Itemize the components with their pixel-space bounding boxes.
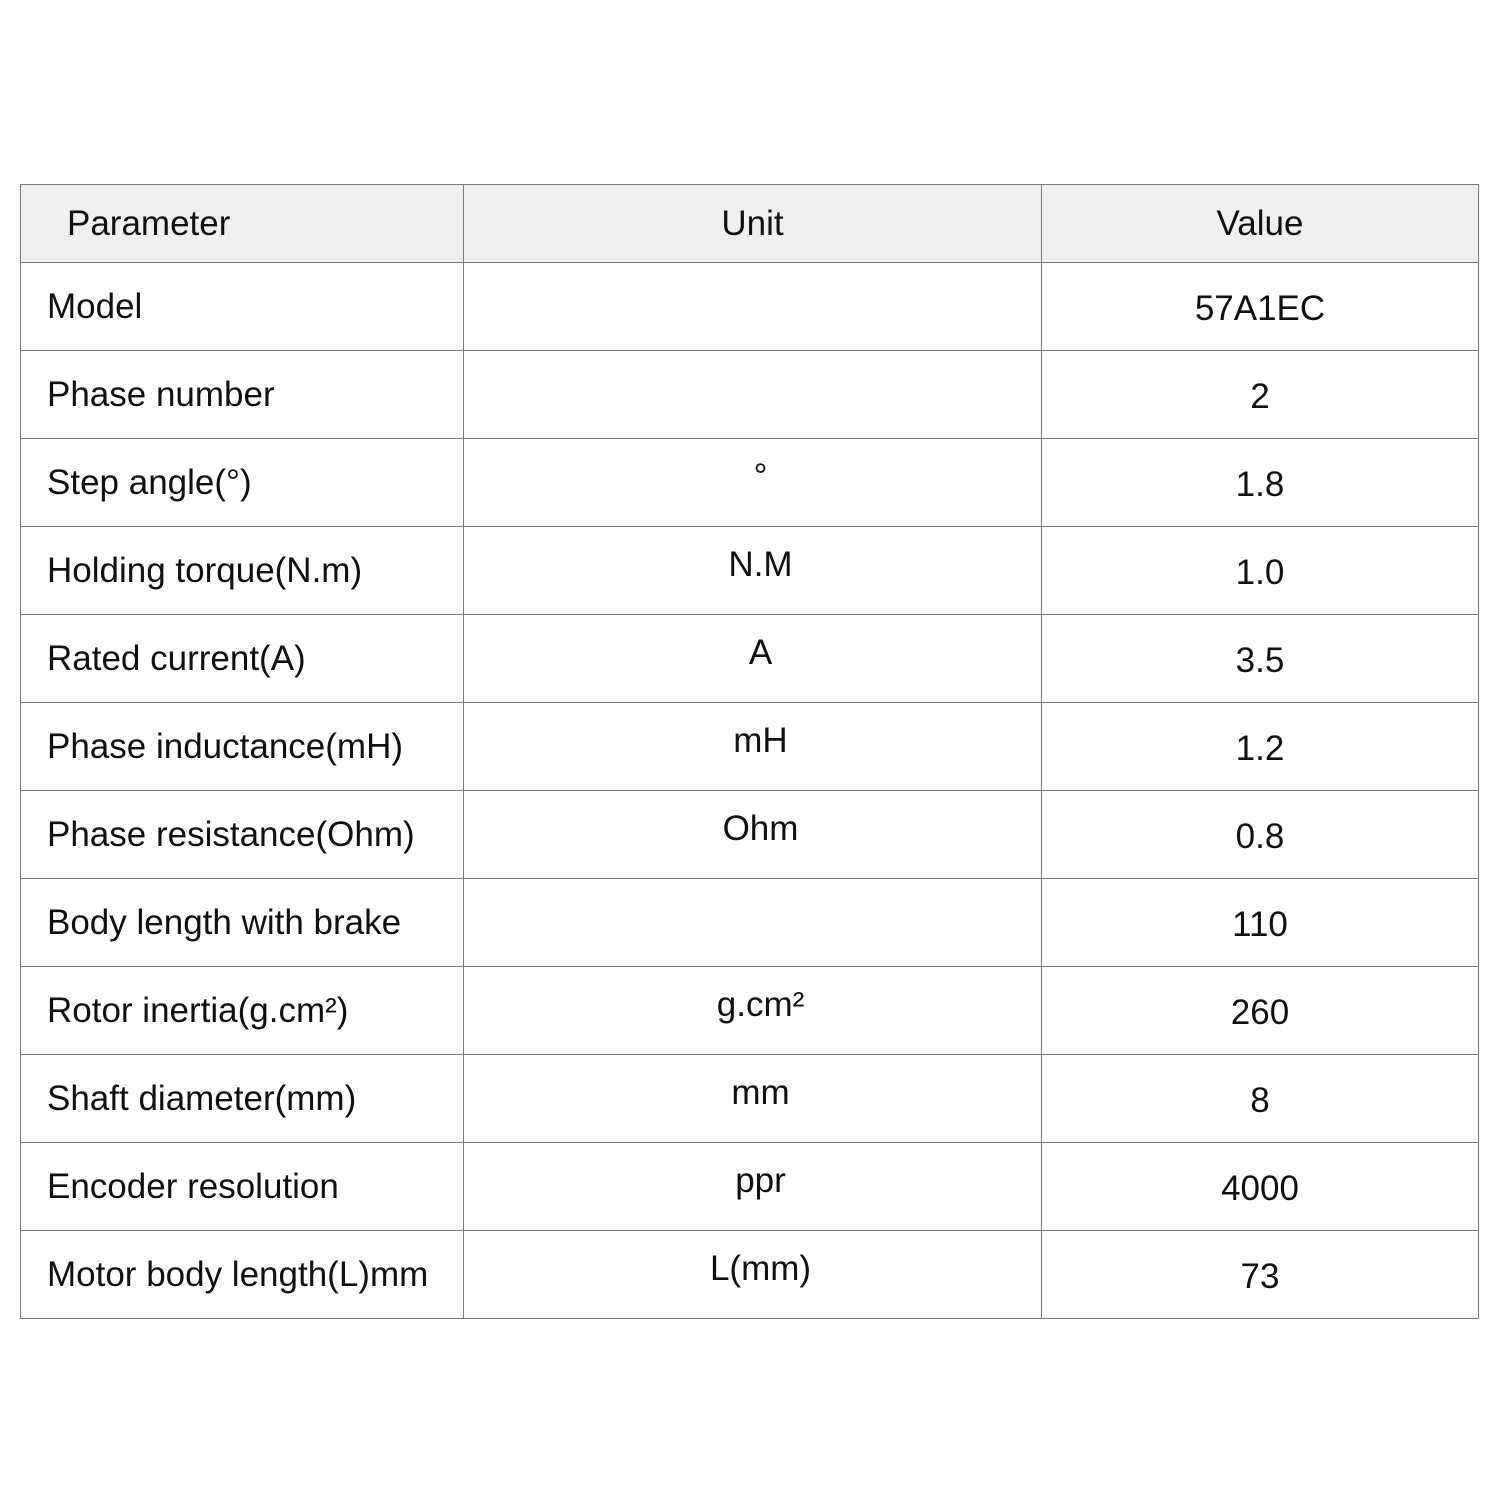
table-row	[21, 879, 1479, 967]
header-parameter: Parameter	[21, 185, 464, 263]
parameter-cell: Phase inductance(mH)	[21, 703, 464, 791]
unit-cell: g.cm²	[464, 967, 1042, 1055]
parameter-cell: Rotor inertia(g.cm²)	[21, 967, 464, 1055]
parameter-cell: Holding torque(N.m)	[21, 527, 464, 615]
value-cell: 57A1EC	[1042, 263, 1479, 351]
unit-cell: mm	[464, 1055, 1042, 1143]
table-row	[21, 703, 1479, 791]
unit-cell: N.M	[464, 527, 1042, 615]
table-row	[21, 351, 1479, 439]
parameter-cell: Encoder resolution	[21, 1143, 464, 1231]
unit-cell: Ohm	[464, 791, 1042, 879]
table-body	[21, 263, 1479, 1319]
unit-cell: A	[464, 615, 1042, 703]
table-row	[21, 1055, 1479, 1143]
value-cell: 3.5	[1042, 615, 1479, 703]
value-cell: 4000	[1042, 1143, 1479, 1231]
parameter-cell: Model	[21, 263, 464, 351]
parameter-cell: Body length with brake	[21, 879, 464, 967]
table-row	[21, 439, 1479, 527]
table-header	[21, 185, 1479, 263]
value-cell: 1.8	[1042, 439, 1479, 527]
table-row	[21, 527, 1479, 615]
value-cell: 1.2	[1042, 703, 1479, 791]
table-row	[21, 967, 1479, 1055]
parameter-cell: Phase number	[21, 351, 464, 439]
parameter-cell: Shaft diameter(mm)	[21, 1055, 464, 1143]
motor-spec-table	[20, 184, 1479, 1319]
header-value: Value	[1042, 185, 1479, 263]
value-cell: 73	[1042, 1231, 1479, 1319]
unit-cell	[464, 263, 1042, 351]
header-unit: Unit	[464, 185, 1042, 263]
unit-cell: L(mm)	[464, 1231, 1042, 1319]
unit-cell	[464, 879, 1042, 967]
value-cell: 2	[1042, 351, 1479, 439]
header-row	[21, 185, 1479, 263]
table-row	[21, 615, 1479, 703]
parameter-cell: Rated current(A)	[21, 615, 464, 703]
value-cell: 8	[1042, 1055, 1479, 1143]
table-row	[21, 791, 1479, 879]
parameter-cell: Motor body length(L)mm	[21, 1231, 464, 1319]
parameter-cell: Step angle(°)	[21, 439, 464, 527]
table-row	[21, 1143, 1479, 1231]
unit-cell: mH	[464, 703, 1042, 791]
value-cell: 110	[1042, 879, 1479, 967]
unit-cell: ppr	[464, 1143, 1042, 1231]
value-cell: 260	[1042, 967, 1479, 1055]
unit-cell	[464, 351, 1042, 439]
table-row	[21, 1231, 1479, 1319]
table-row	[21, 263, 1479, 351]
unit-cell: °	[464, 439, 1042, 527]
value-cell: 1.0	[1042, 527, 1479, 615]
parameter-cell: Phase resistance(Ohm)	[21, 791, 464, 879]
value-cell: 0.8	[1042, 791, 1479, 879]
